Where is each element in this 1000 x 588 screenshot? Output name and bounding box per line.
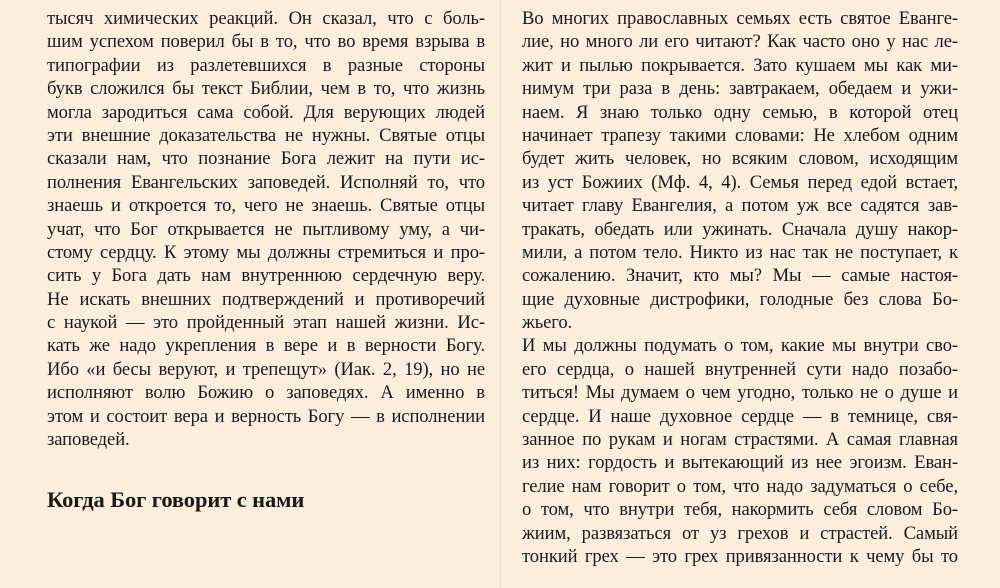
text-line: о том, что внутри тебя, накормить себя словом Бо-: [522, 499, 958, 521]
text-line: шим успехом поверил бы в то, что во время взрыва в: [47, 31, 485, 53]
text-line: учат, что Бог открывается не пытливому уму, а чи-: [47, 218, 485, 240]
text-line: начинает трапезу такими словами: Не хлебом одним: [522, 124, 958, 146]
text-line: тонкий грех — это грех привязанности к чему бы то: [522, 545, 958, 567]
text-line: сказали нам, что познание Бога лежит на пути ис-: [47, 148, 485, 170]
text-line: жит и пылью покрывается. Зато кушаем мы как ми-: [522, 54, 958, 76]
text-line: заповедей.: [47, 429, 130, 451]
text-line: исполняют волю Божию о заповедях. А именно в: [47, 382, 485, 404]
text-line: полнения Евангельских заповедей. Исполняй то, что: [47, 171, 485, 193]
text-line: тракать, обедать или ужинать. Сначала душу накор-: [522, 218, 958, 240]
text-line: сердце. И наше духовное сердце — в темнице, свя-: [522, 405, 958, 427]
text-line: жьего.: [522, 312, 573, 334]
text-line: Не искать внешних подтверждений и противоречий: [47, 288, 485, 310]
text-line: букв сложился бы текст Библии, чем в то, что жизнь: [47, 78, 485, 100]
left-text-column: [47, 7, 485, 451]
text-line: И мы должны подумать о том, какие мы внутри сво-: [522, 335, 958, 357]
text-line: могла зародиться сама собой. Для верующих людей: [47, 101, 485, 123]
right-text-column: [522, 7, 958, 568]
text-line: Ибо «и бесы веруют, и трепещут» (Иак. 2, 19), но не: [47, 358, 485, 380]
section-heading: Когда Бог говорит с нами: [47, 487, 305, 512]
text-line: эти внешние доказательства не нужны. Святые отцы: [47, 124, 485, 146]
text-line: типографии из разлетевшихся в разные стороны: [47, 54, 485, 76]
text-line: сожалению. Значит, кто мы? Мы — самые настоя-: [522, 265, 958, 287]
text-line: читает главу Евангелия, а потом уж все садятся зав-: [522, 195, 958, 217]
text-line: щие духовные дистрофики, голодные без слова Бо-: [522, 288, 958, 310]
text-line: стому сердцу. К этому мы должны стремиться и про-: [47, 241, 485, 263]
page-gutter: [500, 0, 501, 588]
text-line: наем. Я знаю только одну семью, в которой отец: [522, 101, 958, 123]
text-line: из них: гордость и вытекающий из нее эгоизм. Еван-: [522, 452, 958, 474]
text-line: этом и состоит вера и верность Богу — в исполнении: [47, 405, 485, 427]
text-line: кать же надо укрепления в вере и в верности Богу.: [47, 335, 485, 357]
text-line: нимум три раза в день: завтракаем, обедаем и ужи-: [522, 78, 958, 100]
text-line: из уст Божиих (Мф. 4, 4). Семья перед едой встает,: [522, 171, 958, 193]
text-line: занное по рукам и ногам страстями. А самая главная: [522, 429, 958, 451]
text-line: тысяч химических реакций. Он сказал, что с боль-: [47, 8, 485, 29]
text-line: с наукой — это пройденный этап нашей жизни. Ис-: [47, 312, 485, 334]
text-line: жиим, развязаться от уз грехов и страстей. Самый: [522, 522, 958, 544]
text-line: мили, а потом тело. Никто из нас так не поступает, к: [522, 241, 958, 263]
text-line: гелие нам говорит о том, что надо задуматься о себе,: [522, 475, 958, 497]
text-line: Во многих православных семьях есть святое Еванге-: [522, 8, 958, 29]
text-line: будет жить человек, но всяким словом, исходящим: [522, 148, 958, 170]
text-line: сить у Бога дать нам внутреннюю сердечную веру.: [47, 265, 485, 287]
text-line: титься! Мы думаем о чем угодно, только не о душе и: [522, 382, 958, 404]
text-line: лие, но много ли его читают? Как часто оно у нас ле-: [522, 31, 958, 53]
text-line: знаешь и откроется то, чего не знаешь. Святые отцы: [47, 195, 485, 217]
text-line: его сердца, о нашей внутренней сути надо позабо-: [522, 358, 958, 380]
